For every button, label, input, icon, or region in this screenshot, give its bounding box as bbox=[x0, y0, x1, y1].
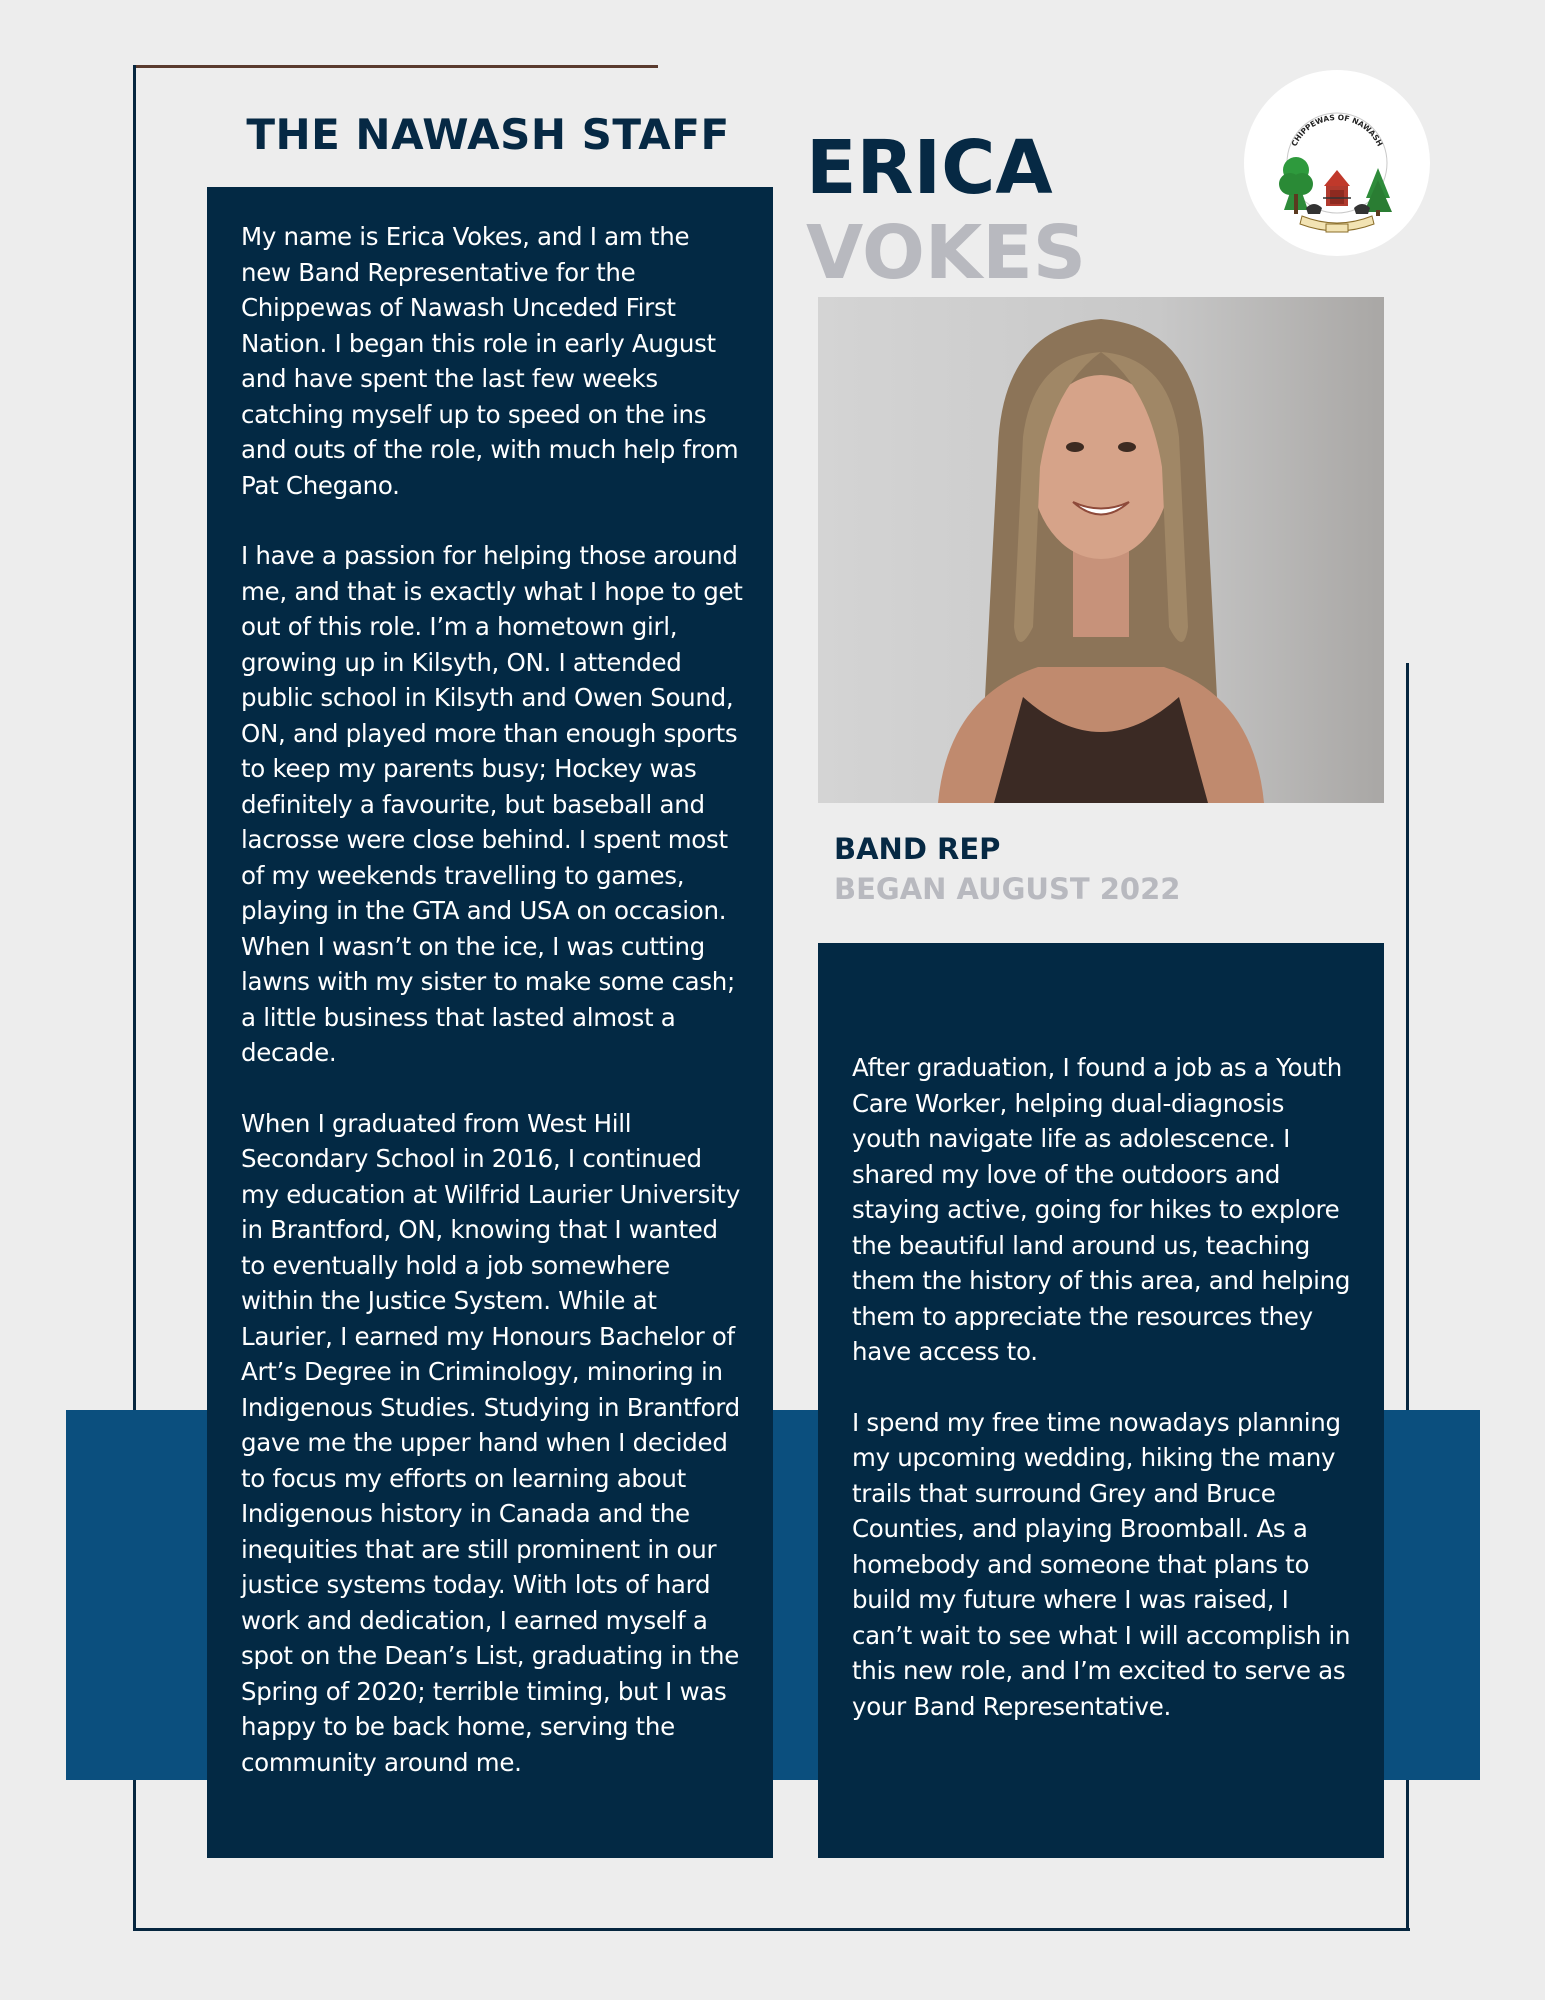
section-title: THE NAWASH STAFF bbox=[246, 110, 730, 159]
bio-paragraph: I have a passion for helping those around me, and that is exactly what I hope to get out of this role. I’m a hometown girl, growing up in Kilsyth, ON. I attended public school in Kilsyth and Owen Sound, ON, and played more than enough sports to keep my parents busy; Hockey was definitely a favourite, but baseball and lacrosse were close behind. I spent most of my weekends travelling to games, playing in the GTA and USA on occasion. When I wasn’t on the ice, I was cutting lawns with my sister to make some cash; a little business that lasted almost a decade. bbox=[241, 541, 743, 1067]
bio-card-right bbox=[818, 943, 1384, 1858]
role-title: BAND REP bbox=[834, 832, 1001, 866]
portrait-photo bbox=[818, 297, 1384, 803]
role-start-date: BEGAN AUGUST 2022 bbox=[834, 872, 1181, 906]
bio-card-left bbox=[207, 187, 773, 1858]
bio-paragraph: After graduation, I found a job as a Youth Care Worker, helping dual-diagnosis youth navigate life as adolescence. I shared my love of the outdoors and staying active, going for hikes to explore the beautiful land around us, teaching them the history of this area, and helping them to appreciate the resources they have access to. bbox=[852, 1053, 1351, 1366]
bio-paragraph: When I graduated from West Hill Secondary School in 2016, I continued my education at Wilfrid Laurier University in Brantford, ON, knowing that I wanted to eventually hold a job somewhere within the Justice System. While at Laurier, I earned my Honours Bachelor of Art’s Degree in Criminology, minoring in Indigenous Studies. Studying in Brantford gave me the upper hand when I decided to focus my efforts on learning about Indigenous history in Canada and the inequities that are still prominent in our justice systems today. With lots of hard work and dedication, I earned myself a spot on the Dean’s List, graduating in the Spring of 2020; terrible timing, but I was happy to be back home, serving the community around me. bbox=[241, 1108, 741, 1777]
last-name: VOKES bbox=[806, 210, 1087, 296]
frame-top-accent-line bbox=[133, 65, 658, 68]
bio-paragraph: My name is Erica Vokes, and I am the new Band Representative for the Chippewas of Nawash Unceded First Nation. I began this role in early August and have spent the last few weeks catching myself up to speed on the ins and outs of the role, with much help from Pat Chegano. bbox=[241, 222, 739, 500]
chippewas-of-nawash-seal-icon bbox=[1244, 70, 1430, 256]
bio-paragraph: I spend my free time nowadays planning my upcoming wedding, hiking the many trails that surround Grey and Bruce Counties, and playing Broomball. As a homebody and someone that plans to build my future where I was raised, I can’t wait to see what I will accomplish in this new role, and I’m excited to serve as your Band Representative. bbox=[852, 1407, 1351, 1721]
first-name: ERICA bbox=[806, 125, 1053, 211]
frame-bottom-line bbox=[133, 1928, 1410, 1931]
svg-text:CHIPPEWAS OF NAWASH: CHIPPEWAS OF NAWASH bbox=[1289, 112, 1385, 148]
